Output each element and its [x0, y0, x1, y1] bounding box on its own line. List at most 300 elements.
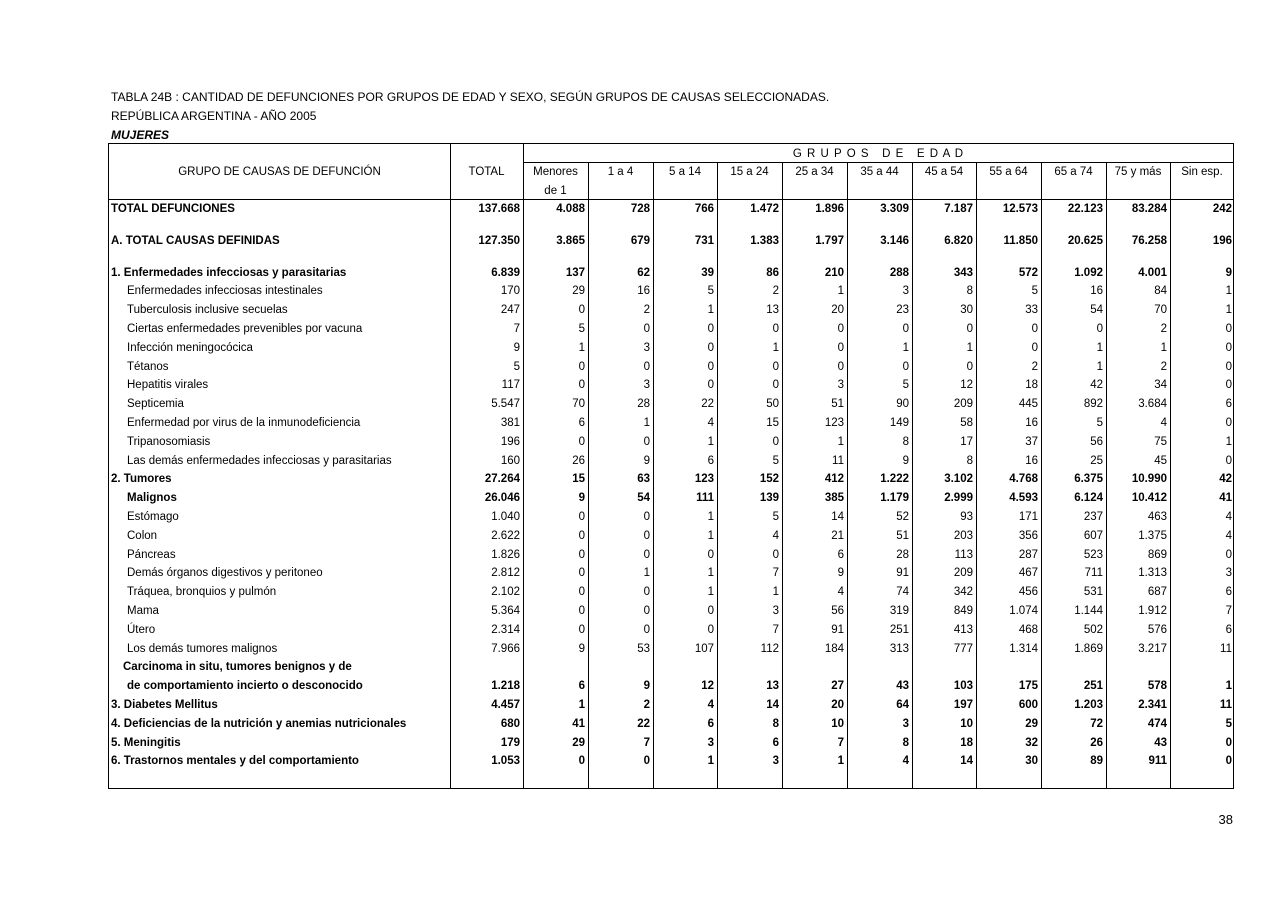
total-cell: 2.622 [491, 529, 520, 542]
table-row [108, 251, 1280, 264]
table-row [108, 696, 1280, 715]
age-group-cell: 0 [1225, 416, 1232, 429]
table-row [108, 452, 1280, 471]
age-group-cell: 1 [1225, 285, 1232, 298]
age-group-cell: 0 [578, 623, 585, 636]
total-cell: 170 [500, 285, 520, 298]
age-group-cell: 70 [572, 398, 585, 411]
row-label: Las demás enfermedades infecciosas y parasitarias [127, 454, 392, 467]
row-label: Enfermedad por virus de la inmunodeficiencia [127, 416, 361, 429]
age-group-cell: 6 [1225, 398, 1232, 411]
age-group-cell: 70 [1154, 304, 1167, 317]
age-group-cell: 5 [902, 379, 909, 392]
header-age-col: 15 a 24 [730, 166, 769, 178]
age-group-cell: 15 [572, 473, 585, 486]
age-group-cell: 107 [694, 642, 714, 655]
age-group-cell: 7 [772, 623, 779, 636]
age-group-cell: 3 [837, 379, 844, 392]
total-cell: 117 [501, 379, 520, 392]
age-group-cell: 0 [707, 360, 714, 373]
total-cell: 160 [500, 454, 520, 467]
age-group-cell [975, 658, 1040, 677]
row-label: 3. Diabetes Mellitus [111, 698, 218, 711]
table-row [108, 489, 1280, 508]
table-row [108, 583, 1280, 602]
age-group-cell: 600 [1018, 698, 1038, 711]
total-cell: 5 [513, 360, 520, 373]
age-group-cell: 137 [565, 266, 585, 279]
age-group-cell: 6 [578, 680, 585, 693]
row-label: Hepatitis virales [127, 379, 209, 392]
header-age-col: 5 a 14 [669, 166, 701, 178]
age-group-cell: 319 [889, 604, 909, 617]
age-group-cell: 3 [772, 755, 779, 768]
row-label: 4. Deficiencias de la nutrición y anemias nutricionales [111, 717, 407, 730]
age-group-cell: 197 [953, 698, 973, 711]
age-group-cell: 89 [1090, 755, 1103, 768]
age-group-cell: 728 [630, 203, 650, 215]
age-group-cell: 1 [1225, 435, 1232, 448]
total-cell: 1.053 [491, 755, 520, 768]
age-group-cell: 1 [707, 529, 714, 542]
age-group-cell: 0 [643, 604, 650, 617]
table-row [108, 282, 1280, 301]
spacer-cell [108, 251, 1234, 264]
age-group-cell: 27 [831, 680, 844, 693]
age-group-cell: 9 [643, 680, 650, 693]
age-group-cell: 0 [578, 435, 585, 448]
total-cell: 247 [500, 304, 520, 317]
age-group-cell: 0 [707, 604, 714, 617]
age-group-cell: 1.092 [1074, 266, 1103, 279]
age-group-cell: 287 [1018, 548, 1038, 561]
age-group-cell: 9 [643, 454, 650, 467]
age-group-cell: 911 [1148, 755, 1167, 768]
age-group-cell: 18 [1025, 379, 1038, 392]
age-group-cell: 687 [1147, 586, 1167, 599]
age-group-cell: 0 [1225, 755, 1232, 768]
age-group-cell: 51 [896, 529, 909, 542]
age-group-cell: 1 [707, 586, 714, 599]
age-group-cell: 0 [643, 322, 650, 335]
age-group-cell: 6 [1225, 623, 1232, 636]
age-group-cell: 1.896 [815, 203, 844, 215]
table-row [108, 640, 1280, 659]
age-group-cell: 1 [578, 698, 585, 711]
table-row [108, 658, 1280, 677]
table-row [108, 527, 1280, 546]
age-group-cell: 18 [960, 736, 973, 749]
total-cell: 9 [513, 341, 520, 354]
age-group-cell: 26 [1090, 736, 1103, 749]
age-group-cell: 4.768 [1009, 473, 1038, 486]
table-row [108, 602, 1280, 621]
total-cell: 179 [500, 736, 520, 749]
age-group-cell [652, 658, 716, 677]
age-group-cell: 42 [1219, 473, 1232, 486]
age-group-cell: 4 [772, 529, 779, 542]
total-cell: 2.314 [491, 623, 520, 636]
row-label: Colon [127, 529, 158, 542]
age-group-cell: 209 [953, 567, 973, 580]
age-group-cell [1105, 658, 1169, 677]
header-age-col: 25 a 34 [795, 166, 834, 178]
age-group-cell: 1 [772, 586, 779, 599]
age-group-cell: 463 [1147, 510, 1167, 523]
age-group-cell: 3 [902, 717, 909, 730]
age-group-cell: 0 [1225, 360, 1232, 373]
age-group-cell: 16 [1025, 416, 1038, 429]
table-row [108, 752, 1280, 771]
age-group-cell: 11 [1219, 698, 1232, 711]
age-group-cell: 2.341 [1138, 698, 1167, 711]
total-cell: 5.547 [491, 398, 520, 411]
age-group-cell: 607 [1083, 529, 1103, 542]
age-group-cell: 0 [1225, 736, 1232, 749]
age-group-cell: 0 [707, 341, 714, 354]
age-group-cell: 6 [707, 717, 714, 730]
age-group-cell: 8 [902, 435, 909, 448]
age-group-cell: 4.088 [556, 203, 585, 215]
age-group-cell: 0 [707, 623, 714, 636]
age-group-cell: 0 [578, 548, 585, 561]
age-group-cell: 1 [707, 567, 714, 580]
age-group-cell: 251 [1083, 680, 1103, 693]
age-group-cell: 0 [643, 548, 650, 561]
age-group-cell: 6.375 [1074, 473, 1103, 486]
age-group-cell: 0 [707, 379, 714, 392]
age-group-cell: 209 [953, 398, 973, 411]
age-group-cell: 523 [1083, 548, 1103, 561]
age-group-cell: 467 [1018, 567, 1038, 580]
age-group-cell: 16 [637, 285, 650, 298]
age-group-cell: 1 [707, 435, 714, 448]
age-group-cell: 343 [953, 266, 973, 279]
age-group-cell: 4 [707, 416, 714, 429]
age-group-cell: 0 [578, 567, 585, 580]
table-row [108, 414, 1280, 433]
age-group-cell: 3 [643, 341, 650, 354]
age-group-cell: 30 [1025, 755, 1038, 768]
row-label: Páncreas [127, 548, 176, 561]
age-group-cell: 64 [896, 698, 909, 711]
age-group-cell: 3 [902, 285, 909, 298]
age-group-cell: 8 [902, 736, 909, 749]
age-group-cell: 385 [824, 492, 844, 505]
age-group-cell: 711 [1084, 567, 1103, 580]
age-group-cell: 0 [643, 435, 650, 448]
age-group-cell: 3.146 [880, 234, 909, 247]
age-group-cell: 3.684 [1138, 398, 1167, 411]
age-group-cell: 84 [1154, 285, 1167, 298]
age-group-cell: 2.999 [944, 492, 973, 505]
row-label: Infección meningocócica [127, 341, 253, 354]
age-group-cell: 0 [1096, 322, 1103, 335]
table-row [108, 508, 1280, 527]
header-total: TOTAL [468, 166, 505, 178]
age-group-cell: 3 [1225, 567, 1232, 580]
age-group-cell: 20.625 [1067, 234, 1103, 247]
age-group-cell: 0 [643, 623, 650, 636]
age-group-cell: 0 [578, 304, 585, 317]
total-cell: 137.668 [478, 203, 520, 215]
age-group-cell: 5 [578, 322, 585, 335]
total-cell: 7.966 [491, 642, 520, 655]
age-group-cell: 175 [1018, 680, 1038, 693]
age-group-cell: 58 [960, 416, 973, 429]
age-group-cell: 37 [1025, 435, 1038, 448]
total-cell: 196 [500, 435, 520, 448]
age-group-cell [1040, 658, 1105, 677]
age-group-cell: 0 [1225, 454, 1232, 467]
age-group-cell: 242 [1212, 203, 1232, 215]
table-row [108, 219, 1280, 232]
age-group-cell: 63 [637, 473, 650, 486]
age-group-cell: 1 [707, 304, 714, 317]
age-group-cell: 56 [831, 604, 844, 617]
table-row [108, 470, 1280, 489]
age-group-cell: 123 [824, 416, 844, 429]
header-cause: GRUPO DE CAUSAS DE DEFUNCIÓN [178, 166, 381, 178]
total-cell: 7 [513, 322, 520, 335]
age-group-cell: 45 [1154, 454, 1167, 467]
age-group-cell: 11 [832, 454, 844, 467]
age-group-cell: 3.217 [1138, 642, 1167, 655]
total-cell: 2.812 [491, 567, 520, 580]
age-group-cell: 4 [902, 755, 909, 768]
total-cell: 4.457 [491, 698, 520, 711]
header-age-col: 55 a 64 [989, 166, 1028, 178]
age-group-cell: 456 [1018, 586, 1038, 599]
age-group-cell: 288 [889, 266, 909, 279]
age-group-cell: 91 [831, 623, 844, 636]
age-group-cell: 3.309 [880, 203, 909, 215]
total-cell: 381 [500, 416, 520, 429]
row-label: Útero [127, 623, 156, 636]
age-group-cell: 576 [1147, 623, 1167, 636]
age-group-cell: 112 [760, 642, 779, 655]
age-group-cell: 14 [960, 755, 973, 768]
age-group-cell: 8 [966, 285, 973, 298]
age-group-cell: 0 [902, 360, 909, 373]
age-group-cell: 4 [1225, 510, 1232, 523]
age-group-cell: 1.375 [1138, 529, 1167, 542]
age-group-cell: 0 [643, 360, 650, 373]
age-group-cell: 849 [953, 604, 973, 617]
age-group-cell: 29 [1025, 717, 1038, 730]
row-label: Tripanosomiasis [127, 435, 211, 448]
age-group-cell: 8 [966, 454, 973, 467]
header-age-col: 35 a 44 [860, 166, 899, 178]
age-group-cell: 7 [643, 736, 650, 749]
age-group-cell: 29 [572, 285, 585, 298]
age-group-cell: 13 [766, 304, 779, 317]
age-group-cell: 1 [707, 755, 714, 768]
age-group-cell: 0 [772, 548, 779, 561]
age-group-cell: 1.222 [880, 473, 909, 486]
age-group-cell: 51 [831, 398, 844, 411]
age-group-cell: 1 [1096, 360, 1103, 373]
age-group-cell: 6.124 [1074, 492, 1103, 505]
age-group-cell: 22.123 [1067, 203, 1103, 215]
age-group-cell: 52 [896, 510, 909, 523]
page-number: 38 [1218, 812, 1233, 827]
age-group-cell: 7 [772, 567, 779, 580]
age-group-cell: 5 [1096, 416, 1103, 429]
table-row [108, 433, 1280, 452]
age-group-cell: 10.412 [1131, 492, 1167, 505]
age-group-cell: 0 [772, 322, 779, 335]
age-group-cell: 1 [902, 341, 909, 354]
age-group-cell: 1 [837, 755, 844, 768]
age-group-cell: 149 [889, 416, 909, 429]
age-group-cell: 0 [1031, 322, 1038, 335]
age-group-cell: 9 [837, 567, 844, 580]
age-group-cell: 9 [902, 454, 909, 467]
age-group-cell: 28 [637, 398, 650, 411]
age-group-cell: 892 [1083, 398, 1103, 411]
header-age-col: 1 a 4 [607, 166, 634, 178]
age-group-cell: 12 [960, 379, 973, 392]
age-group-cell: 10.990 [1131, 473, 1167, 486]
age-group-cell: 2 [1160, 322, 1167, 335]
age-group-cell: 50 [766, 398, 779, 411]
row-label: Enfermedades infecciosas intestinales [127, 285, 323, 298]
age-group-cell: 9 [578, 492, 585, 505]
age-group-cell: 0 [1225, 379, 1232, 392]
age-group-cell: 0 [902, 322, 909, 335]
age-group-cell: 6 [707, 454, 714, 467]
age-group-cell: 29 [572, 736, 585, 749]
age-group-cell: 0 [837, 360, 844, 373]
age-group-cell: 2 [643, 304, 650, 317]
age-group-cell: 531 [1083, 586, 1103, 599]
age-group-cell: 0 [578, 510, 585, 523]
age-group-cell: 413 [953, 623, 973, 636]
age-group-cell: 0 [772, 435, 779, 448]
age-group-cell: 171 [1018, 510, 1038, 523]
age-group-cell: 53 [637, 642, 650, 655]
row-label: de comportamiento incierto o desconocido [127, 680, 363, 693]
age-group-cell: 32 [1025, 736, 1038, 749]
total-cell: 2.102 [491, 586, 520, 599]
age-group-cell: 6 [578, 416, 585, 429]
age-group-cell: 6 [1225, 586, 1232, 599]
age-group-cell: 22 [637, 717, 650, 730]
age-group-cell: 0 [1225, 548, 1232, 561]
age-group-cell: 7.187 [944, 203, 973, 215]
header-age-col: Sin esp. [1181, 166, 1223, 178]
age-group-cell: 4 [1225, 529, 1232, 542]
age-group-cell: 10 [831, 717, 844, 730]
age-group-cell: 4 [837, 586, 844, 599]
age-group-cell: 2 [1160, 360, 1167, 373]
spacer-cell [108, 219, 1234, 232]
total-cell: 27.264 [484, 473, 520, 486]
age-group-cell [846, 658, 911, 677]
table-row [108, 376, 1280, 395]
row-label: Tétanos [127, 360, 169, 373]
age-group-cell: 16 [1025, 454, 1038, 467]
age-group-cell: 9 [1225, 266, 1232, 279]
age-group-cell: 25 [1090, 454, 1103, 467]
row-label: Mama [127, 604, 159, 617]
age-group-cell: 6.820 [944, 234, 973, 247]
table-row [108, 715, 1280, 734]
table-row [108, 320, 1280, 339]
age-group-cell: 72 [1090, 717, 1103, 730]
table-title: TABLA 24B : CANTIDAD DE DEFUNCIONES POR GRUPOS DE EDAD Y SEXO, SEGÚN GRUPOS DE CAUSAS SELECCIONADAS. [111, 90, 830, 104]
total-cell: 680 [500, 717, 520, 730]
age-group-cell: 39 [701, 266, 714, 279]
age-group-cell [911, 658, 975, 677]
age-group-cell: 251 [889, 623, 909, 636]
age-group-cell: 11 [1220, 642, 1232, 655]
total-cell: 26.046 [484, 492, 520, 505]
row-label: A. TOTAL CAUSAS DEFINIDAS [111, 234, 280, 247]
age-group-cell: 0 [837, 341, 844, 354]
age-group-cell: 0 [578, 586, 585, 599]
age-group-cell: 1.383 [750, 234, 779, 247]
age-group-cell: 6 [772, 736, 779, 749]
age-group-cell: 14 [766, 698, 779, 711]
header-age-col: 75 y más [1114, 166, 1162, 178]
age-group-cell: 76.258 [1131, 234, 1167, 247]
age-group-cell: 22 [701, 398, 714, 411]
age-group-cell: 33 [1025, 304, 1038, 317]
age-group-cell: 3.865 [556, 234, 585, 247]
row-label: Septicemia [127, 398, 184, 411]
age-group-cell: 5 [772, 454, 779, 467]
table-row [108, 339, 1280, 358]
age-group-cell: 43 [1154, 736, 1167, 749]
age-group-cell: 7 [1225, 604, 1232, 617]
age-group-cell: 0 [643, 755, 650, 768]
row-label: 2. Tumores [111, 473, 172, 486]
age-group-cell: 3 [707, 736, 714, 749]
age-group-cell: 5 [1225, 717, 1232, 730]
age-group-cell: 468 [1018, 623, 1038, 636]
header-age-groups: G R U P O S D E E D A D [792, 148, 965, 160]
age-group-cell: 20 [831, 304, 844, 317]
age-group-cell: 1.912 [1138, 604, 1167, 617]
age-group-cell: 139 [759, 492, 779, 505]
age-group-cell: 15 [766, 416, 779, 429]
age-group-cell: 1.179 [880, 492, 909, 505]
row-label: Demás órganos digestivos y peritoneo [127, 567, 323, 580]
table-subtitle-country-year: REPÚBLICA ARGENTINA - AÑO 2005 [111, 109, 317, 123]
age-group-cell: 10 [960, 717, 973, 730]
age-group-cell: 0 [643, 510, 650, 523]
age-group-cell: 1.203 [1074, 698, 1103, 711]
age-group-cell: 12 [701, 680, 714, 693]
age-group-cell: 90 [896, 398, 909, 411]
age-group-cell: 54 [637, 492, 650, 505]
age-group-cell [587, 658, 652, 677]
table-row [108, 395, 1280, 414]
total-cell: 5.364 [491, 604, 520, 617]
age-group-cell: 4.001 [1138, 266, 1167, 279]
age-group-cell: 237 [1083, 510, 1103, 523]
header-age-col: 65 a 74 [1054, 166, 1093, 178]
age-group-cell: 62 [637, 266, 650, 279]
row-label: 1. Enfermedades infecciosas y parasitarias [111, 266, 347, 279]
age-group-cell: 1 [643, 416, 650, 429]
age-group-cell: 91 [896, 567, 909, 580]
age-group-cell: 1.869 [1074, 642, 1103, 655]
age-group-cell: 502 [1083, 623, 1103, 636]
row-label: Los demás tumores malignos [127, 642, 278, 655]
